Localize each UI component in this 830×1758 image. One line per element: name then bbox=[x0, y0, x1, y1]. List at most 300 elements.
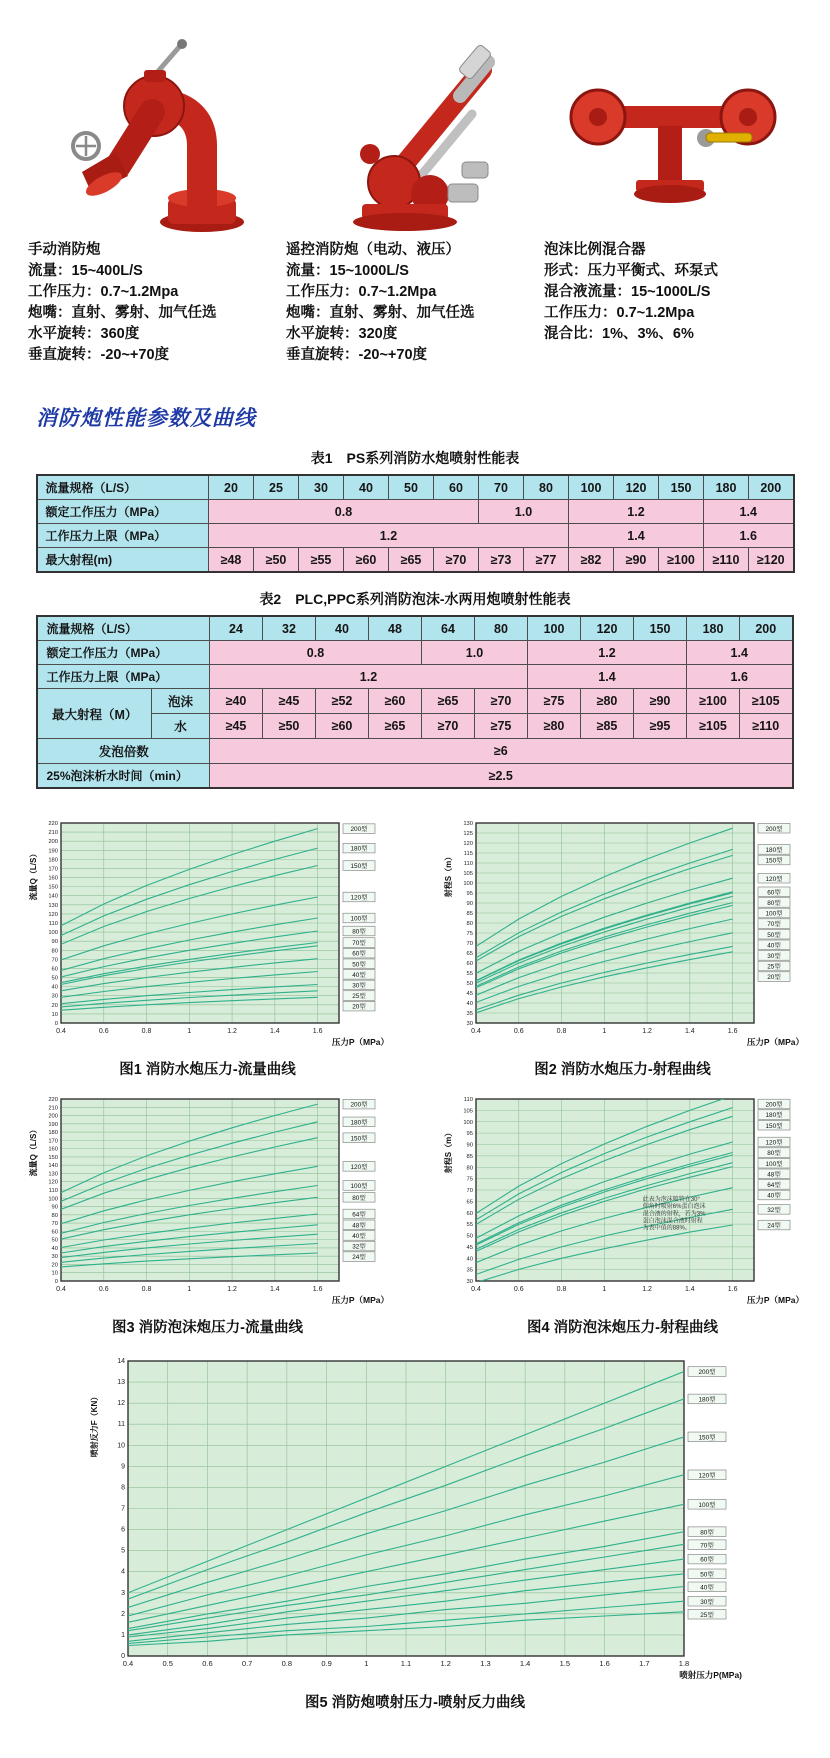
data-cell: ≥75 bbox=[528, 689, 581, 714]
curve-label: 20型 bbox=[766, 974, 781, 982]
header-cell: 最大射程（M） bbox=[37, 689, 151, 739]
svg-text:1.1: 1.1 bbox=[400, 1659, 412, 1669]
data-cell: ≥70 bbox=[475, 689, 528, 714]
svg-text:70: 70 bbox=[51, 957, 58, 964]
svg-text:1.3: 1.3 bbox=[480, 1659, 491, 1669]
svg-text:20: 20 bbox=[51, 1262, 58, 1269]
chart-note: 此表为泡沫喷管在30°仰角时喷射6%蛋白泡沫混合液的射程，若为3%蛋白泡沫混合液时射程为表中值的88%。 bbox=[642, 1197, 705, 1232]
svg-text:55: 55 bbox=[466, 1222, 473, 1229]
svg-text:90: 90 bbox=[466, 1142, 473, 1149]
curve-label: 40型 bbox=[351, 972, 366, 980]
product-spec-line: 流量：15~1000L/S bbox=[286, 263, 409, 280]
header-cell: 100 bbox=[528, 616, 581, 641]
header-cell: 80 bbox=[475, 616, 528, 641]
svg-text:1.8: 1.8 bbox=[678, 1659, 690, 1669]
svg-text:170: 170 bbox=[47, 1138, 58, 1145]
header-cell: 200 bbox=[749, 475, 794, 500]
svg-text:1.6: 1.6 bbox=[727, 1028, 737, 1036]
svg-text:50: 50 bbox=[466, 1233, 473, 1240]
curve-label: 180型 bbox=[764, 847, 783, 855]
svg-text:13: 13 bbox=[117, 1379, 125, 1387]
data-cell: 1.4 bbox=[528, 665, 687, 689]
data-cell: 1.2 bbox=[569, 500, 704, 524]
header-cell: 150 bbox=[634, 616, 687, 641]
svg-text:80: 80 bbox=[51, 1212, 58, 1219]
data-cell: ≥110 bbox=[704, 548, 749, 573]
curve-label: 24型 bbox=[766, 1222, 781, 1230]
svg-text:160: 160 bbox=[47, 1146, 58, 1153]
svg-text:0.8: 0.8 bbox=[281, 1659, 293, 1669]
product-name: 手动消防炮 bbox=[28, 242, 101, 258]
remote-fire-monitor-image bbox=[286, 26, 544, 234]
svg-text:80: 80 bbox=[51, 948, 58, 955]
curve-label: 70型 bbox=[700, 1542, 714, 1550]
svg-text:0: 0 bbox=[121, 1653, 125, 1661]
curve-label: 180型 bbox=[349, 845, 368, 853]
curve-label: 100型 bbox=[764, 910, 783, 918]
svg-text:0.4: 0.4 bbox=[122, 1659, 134, 1669]
svg-text:50: 50 bbox=[51, 1237, 58, 1244]
data-cell: ≥60 bbox=[344, 548, 389, 573]
data-cell: 1.2 bbox=[209, 524, 569, 548]
svg-text:125: 125 bbox=[462, 831, 473, 838]
svg-text:130: 130 bbox=[47, 902, 58, 909]
chart-canvas-4 bbox=[440, 1091, 806, 1309]
data-cell: ≥70 bbox=[422, 714, 475, 739]
data-cell: ≥120 bbox=[749, 548, 794, 573]
svg-text:5: 5 bbox=[121, 1547, 125, 1555]
header-cell: 120 bbox=[614, 475, 659, 500]
svg-text:1.4: 1.4 bbox=[269, 1286, 280, 1294]
header-cell: 工作压力上限（MPa） bbox=[37, 665, 209, 689]
data-cell: ≥2.5 bbox=[210, 764, 793, 789]
svg-text:1.4: 1.4 bbox=[519, 1659, 531, 1669]
svg-text:1.4: 1.4 bbox=[684, 1286, 695, 1294]
svg-text:100: 100 bbox=[462, 881, 473, 888]
header-cell: 24 bbox=[210, 616, 263, 641]
svg-text:1.4: 1.4 bbox=[269, 1028, 280, 1036]
svg-text:1: 1 bbox=[364, 1659, 369, 1669]
svg-text:0: 0 bbox=[54, 1279, 58, 1286]
product-spec-line: 工作压力：0.7~1.2Mpa bbox=[28, 284, 179, 301]
data-cell: 0.8 bbox=[209, 500, 479, 524]
svg-text:1.4: 1.4 bbox=[684, 1028, 695, 1036]
svg-text:220: 220 bbox=[47, 1097, 58, 1104]
header-cell: 40 bbox=[344, 475, 389, 500]
x-axis-label: 压力P（MPa） bbox=[331, 1295, 389, 1306]
product-name: 遥控消防炮（电动、液压） bbox=[286, 242, 460, 258]
svg-text:30: 30 bbox=[466, 1021, 473, 1028]
svg-text:1.2: 1.2 bbox=[641, 1286, 652, 1294]
svg-text:55: 55 bbox=[466, 971, 473, 978]
svg-text:100: 100 bbox=[462, 1119, 473, 1126]
svg-text:2: 2 bbox=[121, 1610, 125, 1618]
data-cell: ≥75 bbox=[475, 714, 528, 739]
data-cell: ≥50 bbox=[263, 714, 316, 739]
data-cell: ≥110 bbox=[740, 714, 793, 739]
curve-label: 64型 bbox=[766, 1182, 781, 1190]
header-cell: 150 bbox=[659, 475, 704, 500]
curve-label: 80型 bbox=[766, 900, 781, 908]
table2-host bbox=[0, 615, 830, 789]
y-axis-label: 射程S（m） bbox=[443, 1128, 453, 1174]
product-spec-line: 工作压力：0.7~1.2Mpa bbox=[286, 284, 437, 301]
chart-canvas-5 bbox=[86, 1353, 744, 1684]
svg-text:200: 200 bbox=[47, 1113, 58, 1120]
svg-text:60: 60 bbox=[51, 966, 58, 973]
data-cell: ≥80 bbox=[581, 689, 634, 714]
data-cell: ≥90 bbox=[614, 548, 659, 573]
svg-text:110: 110 bbox=[463, 1097, 473, 1104]
svg-text:80: 80 bbox=[466, 1165, 473, 1172]
chart-caption-2: 图2 消防水炮压力-射程曲线 bbox=[534, 1062, 711, 1079]
y-axis-label: 流量Q（L/S） bbox=[28, 1125, 38, 1177]
section-title: 消防炮性能参数及曲线 bbox=[36, 407, 256, 431]
data-cell: ≥70 bbox=[434, 548, 479, 573]
curve-label: 32型 bbox=[766, 1207, 781, 1215]
product-section bbox=[0, 26, 830, 366]
svg-text:90: 90 bbox=[51, 1204, 58, 1211]
chart-caption-1: 图1 消防水炮压力-流量曲线 bbox=[119, 1062, 296, 1079]
curve-label: 48型 bbox=[351, 1222, 366, 1230]
svg-text:90: 90 bbox=[51, 939, 58, 946]
data-cell: ≥6 bbox=[210, 739, 793, 764]
curve-label: 40型 bbox=[700, 1584, 714, 1592]
curve-label: 30型 bbox=[700, 1598, 714, 1606]
data-cell: ≥73 bbox=[479, 548, 524, 573]
data-cell: ≥45 bbox=[263, 689, 316, 714]
product-name: 泡沫比例混合器 bbox=[544, 242, 646, 258]
svg-text:110: 110 bbox=[48, 921, 58, 928]
header-cell: 70 bbox=[479, 475, 524, 500]
curve-label: 80型 bbox=[351, 1194, 366, 1202]
curve-label: 40型 bbox=[766, 942, 781, 950]
svg-text:140: 140 bbox=[47, 893, 58, 900]
curve-label: 150型 bbox=[349, 863, 368, 871]
data-cell: ≥48 bbox=[209, 548, 254, 573]
curve-label: 150型 bbox=[698, 1434, 716, 1442]
data-cell: ≥65 bbox=[422, 689, 475, 714]
product-spec-line: 水平旋转：360度 bbox=[28, 326, 140, 343]
header-cell: 50 bbox=[389, 475, 434, 500]
header-cell: 64 bbox=[422, 616, 475, 641]
svg-text:60: 60 bbox=[466, 1210, 473, 1217]
chart-caption-5: 图5 消防炮喷射压力-喷射反力曲线 bbox=[305, 1695, 525, 1712]
svg-text:1.2: 1.2 bbox=[226, 1028, 237, 1036]
curve-label: 70型 bbox=[351, 940, 366, 948]
curve-label: 80型 bbox=[351, 928, 366, 936]
product-spec-line: 工作压力：0.7~1.2Mpa bbox=[544, 305, 695, 322]
data-cell: ≥60 bbox=[316, 714, 369, 739]
svg-text:0.4: 0.4 bbox=[470, 1286, 481, 1294]
data-cell: 1.2 bbox=[210, 665, 528, 689]
svg-text:70: 70 bbox=[466, 941, 473, 948]
svg-text:160: 160 bbox=[47, 875, 58, 882]
svg-text:0.6: 0.6 bbox=[98, 1286, 109, 1294]
svg-text:180: 180 bbox=[47, 1130, 58, 1137]
curve-label: 150型 bbox=[764, 857, 783, 865]
curve-label: 60型 bbox=[351, 950, 366, 958]
svg-text:6: 6 bbox=[121, 1526, 125, 1534]
data-cell: ≥40 bbox=[210, 689, 263, 714]
svg-text:150: 150 bbox=[47, 884, 58, 891]
curve-label: 200型 bbox=[764, 825, 783, 833]
curve-label: 50型 bbox=[700, 1571, 714, 1579]
svg-text:1.6: 1.6 bbox=[727, 1286, 737, 1294]
header-cell: 180 bbox=[687, 616, 740, 641]
svg-text:100: 100 bbox=[47, 1196, 58, 1203]
curve-label: 25型 bbox=[351, 993, 366, 1001]
table1-host bbox=[0, 474, 830, 573]
header-cell: 水 bbox=[151, 714, 209, 739]
data-cell: 0.8 bbox=[210, 641, 422, 665]
svg-text:50: 50 bbox=[51, 975, 58, 982]
svg-text:1: 1 bbox=[601, 1028, 606, 1036]
svg-text:10: 10 bbox=[51, 1270, 58, 1277]
product-spec-line: 水平旋转：320度 bbox=[286, 326, 398, 343]
curve-label: 30型 bbox=[766, 953, 781, 961]
svg-text:75: 75 bbox=[466, 1176, 473, 1183]
foam-proportioner-drawing bbox=[558, 34, 788, 234]
curve-label: 60型 bbox=[700, 1556, 714, 1564]
y-axis-label: 射程S（m） bbox=[443, 852, 453, 898]
svg-text:210: 210 bbox=[47, 1105, 58, 1112]
remote-fire-monitor-drawing bbox=[310, 34, 520, 234]
product-specs bbox=[286, 261, 544, 366]
curve-label: 100型 bbox=[698, 1501, 716, 1509]
svg-text:1: 1 bbox=[601, 1286, 606, 1294]
x-axis-label: 压力P（MPa） bbox=[331, 1037, 389, 1048]
data-cell: ≥82 bbox=[569, 548, 614, 573]
product-specs bbox=[544, 261, 802, 345]
data-cell: ≥65 bbox=[389, 548, 434, 573]
table2-caption: 表2 PLC,PPC系列消防泡沫-水两用炮喷射性能表 bbox=[259, 591, 571, 608]
svg-text:0.8: 0.8 bbox=[141, 1028, 151, 1036]
svg-text:8: 8 bbox=[121, 1484, 125, 1492]
svg-text:30: 30 bbox=[51, 1254, 58, 1261]
data-cell: ≥95 bbox=[634, 714, 687, 739]
svg-text:1.7: 1.7 bbox=[639, 1659, 650, 1669]
svg-text:120: 120 bbox=[462, 841, 473, 848]
svg-text:3: 3 bbox=[121, 1589, 125, 1597]
header-cell: 工作压力上限（MPa） bbox=[37, 524, 209, 548]
charts-grid bbox=[0, 815, 830, 1337]
svg-text:200: 200 bbox=[47, 839, 58, 846]
data-cell: 1.2 bbox=[528, 641, 687, 665]
header-cell: 80 bbox=[524, 475, 569, 500]
curve-label: 32型 bbox=[351, 1243, 366, 1251]
curve-label: 150型 bbox=[349, 1135, 368, 1143]
chart-block-1 bbox=[25, 815, 391, 1079]
header-cell: 最大射程(m) bbox=[37, 548, 209, 573]
svg-text:30: 30 bbox=[51, 993, 58, 1000]
chart-caption-3: 图3 消防泡沫炮压力-流量曲线 bbox=[112, 1320, 303, 1337]
performance-table-1 bbox=[36, 474, 795, 573]
svg-text:95: 95 bbox=[466, 1131, 473, 1138]
svg-text:40: 40 bbox=[51, 1246, 58, 1253]
svg-text:190: 190 bbox=[47, 848, 58, 855]
data-cell: ≥50 bbox=[254, 548, 299, 573]
chart-canvas-2 bbox=[440, 815, 806, 1051]
table1-caption: 表1 PS系列消防水炮喷射性能表 bbox=[310, 450, 520, 467]
data-cell: 1.4 bbox=[687, 641, 793, 665]
svg-text:0.6: 0.6 bbox=[513, 1286, 524, 1294]
svg-text:10: 10 bbox=[117, 1442, 125, 1450]
header-cell: 发泡倍数 bbox=[37, 739, 209, 764]
svg-text:115: 115 bbox=[463, 851, 473, 858]
svg-text:110: 110 bbox=[463, 861, 473, 868]
product-spec-line: 垂直旋转：-20~+70度 bbox=[286, 347, 428, 364]
curve-label: 50型 bbox=[351, 961, 366, 969]
data-cell: ≥90 bbox=[634, 689, 687, 714]
data-cell: ≥100 bbox=[687, 689, 740, 714]
svg-text:65: 65 bbox=[466, 951, 473, 958]
svg-text:100: 100 bbox=[47, 930, 58, 937]
curve-label: 180型 bbox=[698, 1396, 716, 1404]
svg-text:14: 14 bbox=[117, 1358, 125, 1366]
chart-canvas-3 bbox=[25, 1091, 391, 1309]
svg-text:0.5: 0.5 bbox=[162, 1659, 173, 1669]
svg-text:0.8: 0.8 bbox=[556, 1028, 566, 1036]
curve-label: 200型 bbox=[698, 1369, 716, 1377]
curve-label: 48型 bbox=[766, 1171, 781, 1179]
product-spec-line: 炮嘴：直射、雾射、加气任选 bbox=[286, 305, 475, 322]
chart-caption-4: 图4 消防泡沫炮压力-射程曲线 bbox=[527, 1320, 718, 1337]
svg-text:0.6: 0.6 bbox=[202, 1659, 213, 1669]
data-cell: ≥80 bbox=[528, 714, 581, 739]
header-cell: 40 bbox=[316, 616, 369, 641]
svg-text:1.2: 1.2 bbox=[226, 1286, 237, 1294]
svg-text:70: 70 bbox=[51, 1221, 58, 1228]
svg-text:140: 140 bbox=[47, 1163, 58, 1170]
curve-label: 25型 bbox=[766, 963, 781, 971]
svg-text:0.4: 0.4 bbox=[55, 1028, 66, 1036]
data-cell: 1.6 bbox=[687, 665, 793, 689]
header-cell: 流量规格（L/S） bbox=[37, 475, 209, 500]
data-cell: 1.0 bbox=[479, 500, 569, 524]
curve-label: 120型 bbox=[764, 875, 783, 883]
curve-label: 120型 bbox=[349, 894, 368, 902]
svg-text:40: 40 bbox=[466, 1256, 473, 1263]
curve-label: 120型 bbox=[698, 1472, 716, 1480]
header-cell: 泡沫 bbox=[151, 689, 209, 714]
foam-proportioner-image bbox=[544, 26, 802, 234]
data-cell: 1.6 bbox=[704, 524, 794, 548]
svg-text:1.6: 1.6 bbox=[312, 1286, 322, 1294]
chart-block-5 bbox=[86, 1353, 744, 1712]
curve-label: 80型 bbox=[700, 1529, 714, 1537]
data-cell: ≥100 bbox=[659, 548, 704, 573]
header-cell: 30 bbox=[299, 475, 344, 500]
svg-text:80: 80 bbox=[466, 921, 473, 928]
svg-text:7: 7 bbox=[121, 1505, 125, 1513]
curve-label: 200型 bbox=[349, 826, 368, 834]
svg-text:120: 120 bbox=[47, 912, 58, 919]
curve-label: 20型 bbox=[351, 1003, 366, 1011]
svg-text:70: 70 bbox=[466, 1188, 473, 1195]
product-spec-line: 炮嘴：直射、雾射、加气任选 bbox=[28, 305, 217, 322]
curve-label: 24型 bbox=[351, 1254, 366, 1262]
manual-fire-monitor-image bbox=[28, 26, 286, 234]
product-spec-line: 混合液流量：15~1000L/S bbox=[544, 284, 711, 301]
curve-label: 70型 bbox=[766, 921, 781, 929]
curve-label: 200型 bbox=[764, 1101, 783, 1109]
svg-text:210: 210 bbox=[47, 830, 58, 837]
x-axis-label: 压力P（MPa） bbox=[746, 1037, 804, 1048]
data-cell: ≥105 bbox=[740, 689, 793, 714]
svg-text:0.8: 0.8 bbox=[556, 1286, 566, 1294]
svg-text:130: 130 bbox=[47, 1171, 58, 1178]
chart-block-3 bbox=[25, 1091, 391, 1337]
svg-text:0: 0 bbox=[54, 1021, 58, 1028]
svg-text:0.4: 0.4 bbox=[55, 1286, 66, 1294]
header-cell: 100 bbox=[569, 475, 614, 500]
header-cell: 流量规格（L/S） bbox=[37, 616, 209, 641]
header-cell: 额定工作压力（MPa） bbox=[37, 500, 209, 524]
curve-label: 50型 bbox=[766, 931, 781, 939]
curve-label: 120型 bbox=[349, 1164, 368, 1172]
curve-label: 30型 bbox=[351, 982, 366, 990]
product-spec-line: 流量：15~400L/S bbox=[28, 263, 143, 280]
header-cell: 25%泡沫析水时间（min） bbox=[37, 764, 209, 789]
header-cell: 20 bbox=[209, 475, 254, 500]
svg-text:30: 30 bbox=[466, 1279, 473, 1286]
header-cell: 200 bbox=[740, 616, 793, 641]
curve-label: 40型 bbox=[351, 1233, 366, 1241]
curve-label: 100型 bbox=[349, 915, 368, 923]
svg-text:85: 85 bbox=[466, 911, 473, 918]
svg-text:0.8: 0.8 bbox=[141, 1286, 151, 1294]
data-cell: ≥55 bbox=[299, 548, 344, 573]
product-spec-line: 垂直旋转：-20~+70度 bbox=[28, 347, 170, 364]
product-remote-fire-monitor bbox=[286, 26, 544, 366]
svg-text:0.6: 0.6 bbox=[98, 1028, 109, 1036]
svg-text:1.5: 1.5 bbox=[559, 1659, 571, 1669]
curve-label: 150型 bbox=[764, 1122, 783, 1130]
svg-text:130: 130 bbox=[462, 821, 473, 828]
svg-text:85: 85 bbox=[466, 1153, 473, 1160]
header-cell: 32 bbox=[263, 616, 316, 641]
svg-text:0.7: 0.7 bbox=[241, 1659, 253, 1669]
header-cell: 60 bbox=[434, 475, 479, 500]
svg-text:90: 90 bbox=[466, 901, 473, 908]
header-cell: 48 bbox=[369, 616, 422, 641]
svg-text:1: 1 bbox=[186, 1028, 191, 1036]
svg-text:10: 10 bbox=[51, 1012, 58, 1019]
svg-text:1.6: 1.6 bbox=[312, 1028, 322, 1036]
svg-text:35: 35 bbox=[466, 1011, 473, 1018]
data-cell: ≥45 bbox=[210, 714, 263, 739]
svg-text:120: 120 bbox=[47, 1179, 58, 1186]
svg-text:105: 105 bbox=[462, 871, 473, 878]
curve-label: 60型 bbox=[766, 889, 781, 897]
product-spec-line: 混合比：1%、3%、6% bbox=[544, 326, 694, 343]
curve-label: 64型 bbox=[351, 1211, 366, 1219]
svg-text:75: 75 bbox=[466, 931, 473, 938]
y-axis-label: 喷射反力F（KN） bbox=[90, 1392, 99, 1458]
svg-text:0.6: 0.6 bbox=[513, 1028, 524, 1036]
svg-text:1: 1 bbox=[186, 1286, 191, 1294]
header-cell: 25 bbox=[254, 475, 299, 500]
svg-text:190: 190 bbox=[47, 1121, 58, 1128]
curve-label: 180型 bbox=[349, 1119, 368, 1127]
svg-text:95: 95 bbox=[466, 891, 473, 898]
svg-text:0.9: 0.9 bbox=[321, 1659, 332, 1669]
curve-label: 100型 bbox=[349, 1183, 368, 1191]
data-cell: ≥52 bbox=[316, 689, 369, 714]
product-manual-fire-monitor bbox=[28, 26, 286, 366]
svg-text:180: 180 bbox=[47, 857, 58, 864]
